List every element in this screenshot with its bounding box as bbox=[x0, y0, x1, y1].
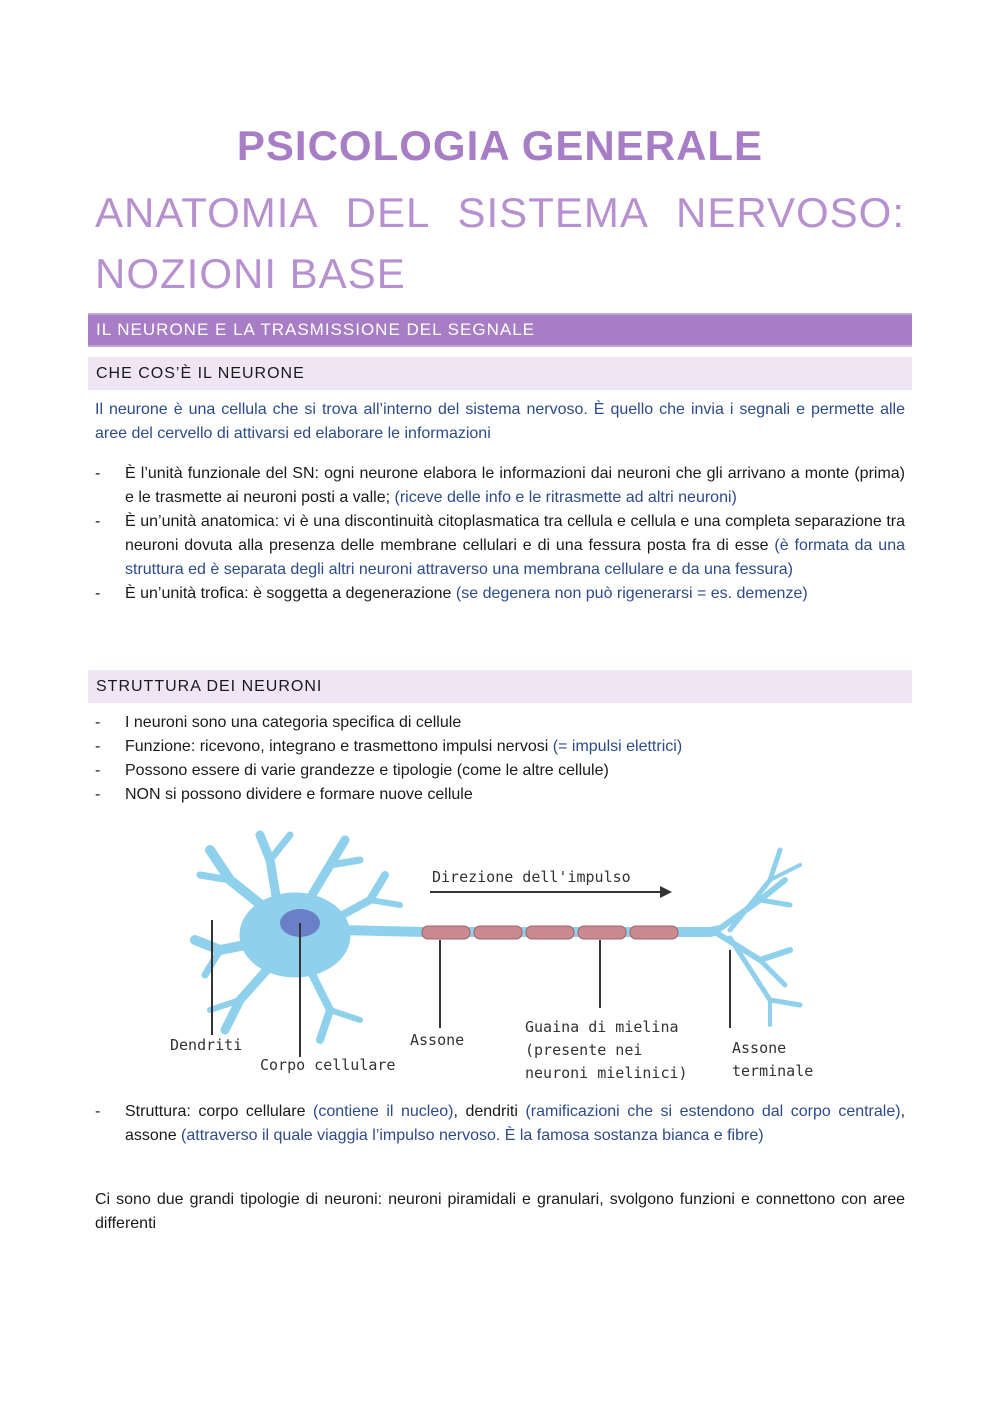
label-direction: Direzione dell'impulso bbox=[432, 868, 631, 886]
myelin-sheath bbox=[422, 926, 678, 939]
arrow-head-icon bbox=[660, 886, 672, 898]
label-dendrites: Dendriti bbox=[170, 1036, 243, 1054]
label-axon: Assone bbox=[410, 1031, 465, 1049]
list-item: - Struttura: corpo cellulare (contiene il nucleo), dendriti (ramificazioni che si estendono dal corpo centrale), assone (attraverso il quale viaggia l’impulso nervoso. È la famosa sostanza bianca e fibre) bbox=[95, 1103, 906, 1144]
label-myelin: Guaina di mielina bbox=[525, 1018, 679, 1036]
list-item: - È un’unità trofica: è soggetta a degenerazione (se degenera non può rigenerarsi = es. demenze) bbox=[95, 585, 808, 602]
intro-paragraph: Il neurone è una cellula che si trova all’interno del sistema nervoso. È quello che invia i segnali e permette alle aree del cervello di attivarsi ed elaborare le informazioni bbox=[95, 401, 905, 442]
subtitle-line2: NOZIONI BASE bbox=[95, 250, 406, 297]
list-item: - È l’unità funzionale del SN: ogni neurone elabora le informazioni dai neuroni che gli arrivano a monte (prima) e le trasmette ai neuroni posti a valle; (riceve delle info e le ritrasmette ad altri neuroni) bbox=[95, 465, 905, 506]
section-heading: IL NEURONE E LA TRASMISSIONE DEL SEGNALE bbox=[88, 313, 912, 347]
subtitle-word: ANATOMIA bbox=[95, 189, 319, 236]
neuron-diagram bbox=[170, 820, 830, 1090]
subtitle-word: DEL bbox=[345, 189, 431, 236]
list-item: - È un’unità anatomica: vi è una discontinuità citoplasmatica tra cellula e cellula e una completa separazione tra neuroni dovuta alla presenza delle membrane cellulari e di una fessura posta fra di esse (è formata da una struttura ed è separata degli altri neuroni attraverso una membrana cellulare e da una fessura) bbox=[95, 513, 906, 578]
label-terminal: Assone bbox=[732, 1039, 787, 1057]
document-subtitle bbox=[95, 182, 905, 304]
label-myelin: neuroni mielinici) bbox=[525, 1064, 688, 1082]
label-myelin: (presente nei bbox=[525, 1041, 643, 1059]
list-item: - Funzione: ricevono, integrano e trasmettono impulsi nervosi (= impulsi elettrici) bbox=[95, 738, 683, 755]
list-item: - NON si possono dividere e formare nuove cellule bbox=[95, 786, 473, 803]
label-cell-body: Corpo cellulare bbox=[260, 1056, 396, 1074]
document-title: PSICOLOGIA GENERALE bbox=[236, 122, 764, 169]
label-terminal: terminale bbox=[732, 1062, 814, 1080]
subsection-heading: CHE COS’È IL NEURONE bbox=[88, 357, 912, 390]
subtitle-word: NERVOSO: bbox=[676, 189, 905, 236]
bullet-list-2 bbox=[95, 711, 905, 807]
neuron-illustration bbox=[170, 820, 830, 1090]
subtitle-word: SISTEMA bbox=[457, 189, 649, 236]
conclusion-paragraph: Ci sono due grandi tipologie di neuroni: neuroni piramidali e granulari, svolgono funzioni e connettono con aree differenti bbox=[95, 1191, 905, 1232]
list-item: - I neuroni sono una categoria specifica di cellule bbox=[95, 714, 462, 731]
bullet-list-1 bbox=[95, 462, 905, 606]
list-item: - Possono essere di varie grandezze e tipologie (come le altre cellule) bbox=[95, 762, 609, 779]
bullet-list-3 bbox=[95, 1100, 905, 1148]
subsection-heading: STRUTTURA DEI NEURONI bbox=[88, 670, 912, 703]
